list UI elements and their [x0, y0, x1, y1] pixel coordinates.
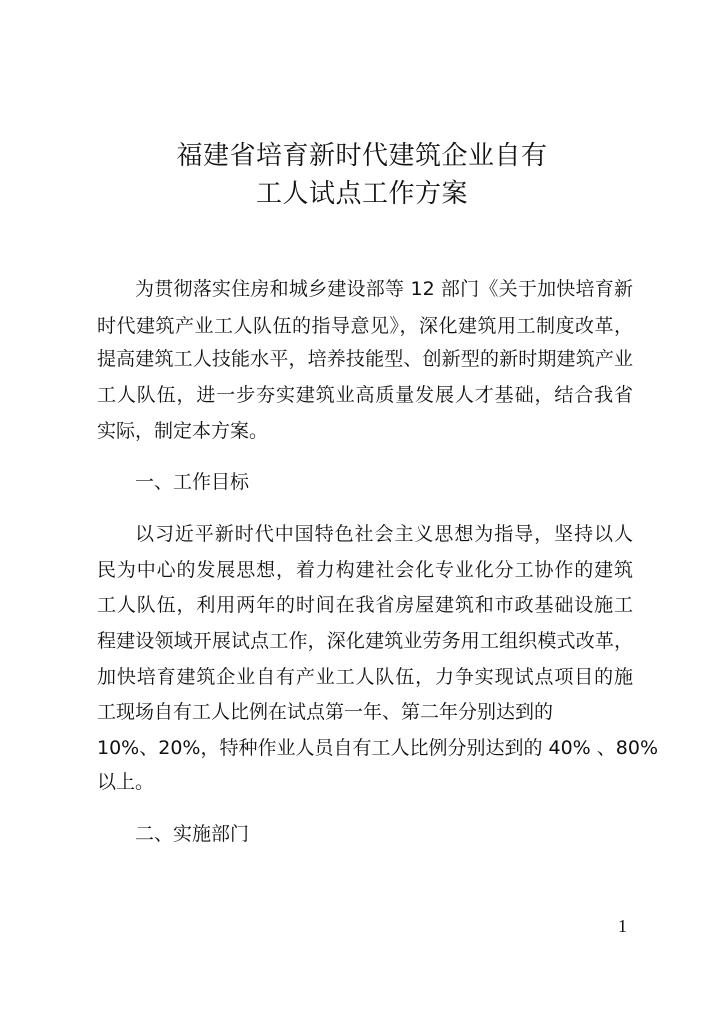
section-heading-goals: 一、工作目标	[135, 471, 250, 493]
page-number: 1	[618, 916, 627, 936]
document-title-line-1: 福建省培育新时代建筑企业自有	[176, 141, 548, 171]
goals-line: 民为中心的发展思想，着力构建社会化专业化分工协作的建筑	[97, 559, 633, 581]
intro-line: 实际，制定本方案。	[97, 420, 269, 442]
intro-line: 工人队伍，进一步夯实建筑业高质量发展人才基础，结合我省	[97, 384, 633, 406]
document-title-line-2: 工人试点工作方案	[255, 179, 468, 209]
goals-line: 加快培育建筑企业自有产业工人队伍，力争实现试点项目的施	[97, 666, 633, 688]
goals-line: 10%、20%，特种作业人员自有工人比例分别达到的 40% 、80%	[97, 737, 659, 759]
intro-line: 为贯彻落实住房和城乡建设部等 12 部门《关于加快培育新	[135, 278, 633, 300]
goals-line: 工人队伍，利用两年的时间在我省房屋建筑和市政基础设施工	[97, 594, 633, 616]
goals-line: 以上。	[97, 771, 155, 793]
section-heading-departments: 二、实施部门	[135, 823, 250, 845]
intro-line: 提高建筑工人技能水平，培养技能型、创新型的新时期建筑产业	[97, 348, 633, 370]
goals-line: 以习近平新时代中国特色社会主义思想为指导，坚持以人	[135, 523, 633, 545]
goals-line: 程建设领域开展试点工作，深化建筑业劳务用工组织模式改革，	[97, 630, 633, 652]
intro-line: 时代建筑产业工人队伍的指导意见》，深化建筑用工制度改革，	[97, 315, 633, 337]
goals-line: 工现场自有工人比例在试点第一年、第二年分别达到的	[97, 701, 554, 723]
